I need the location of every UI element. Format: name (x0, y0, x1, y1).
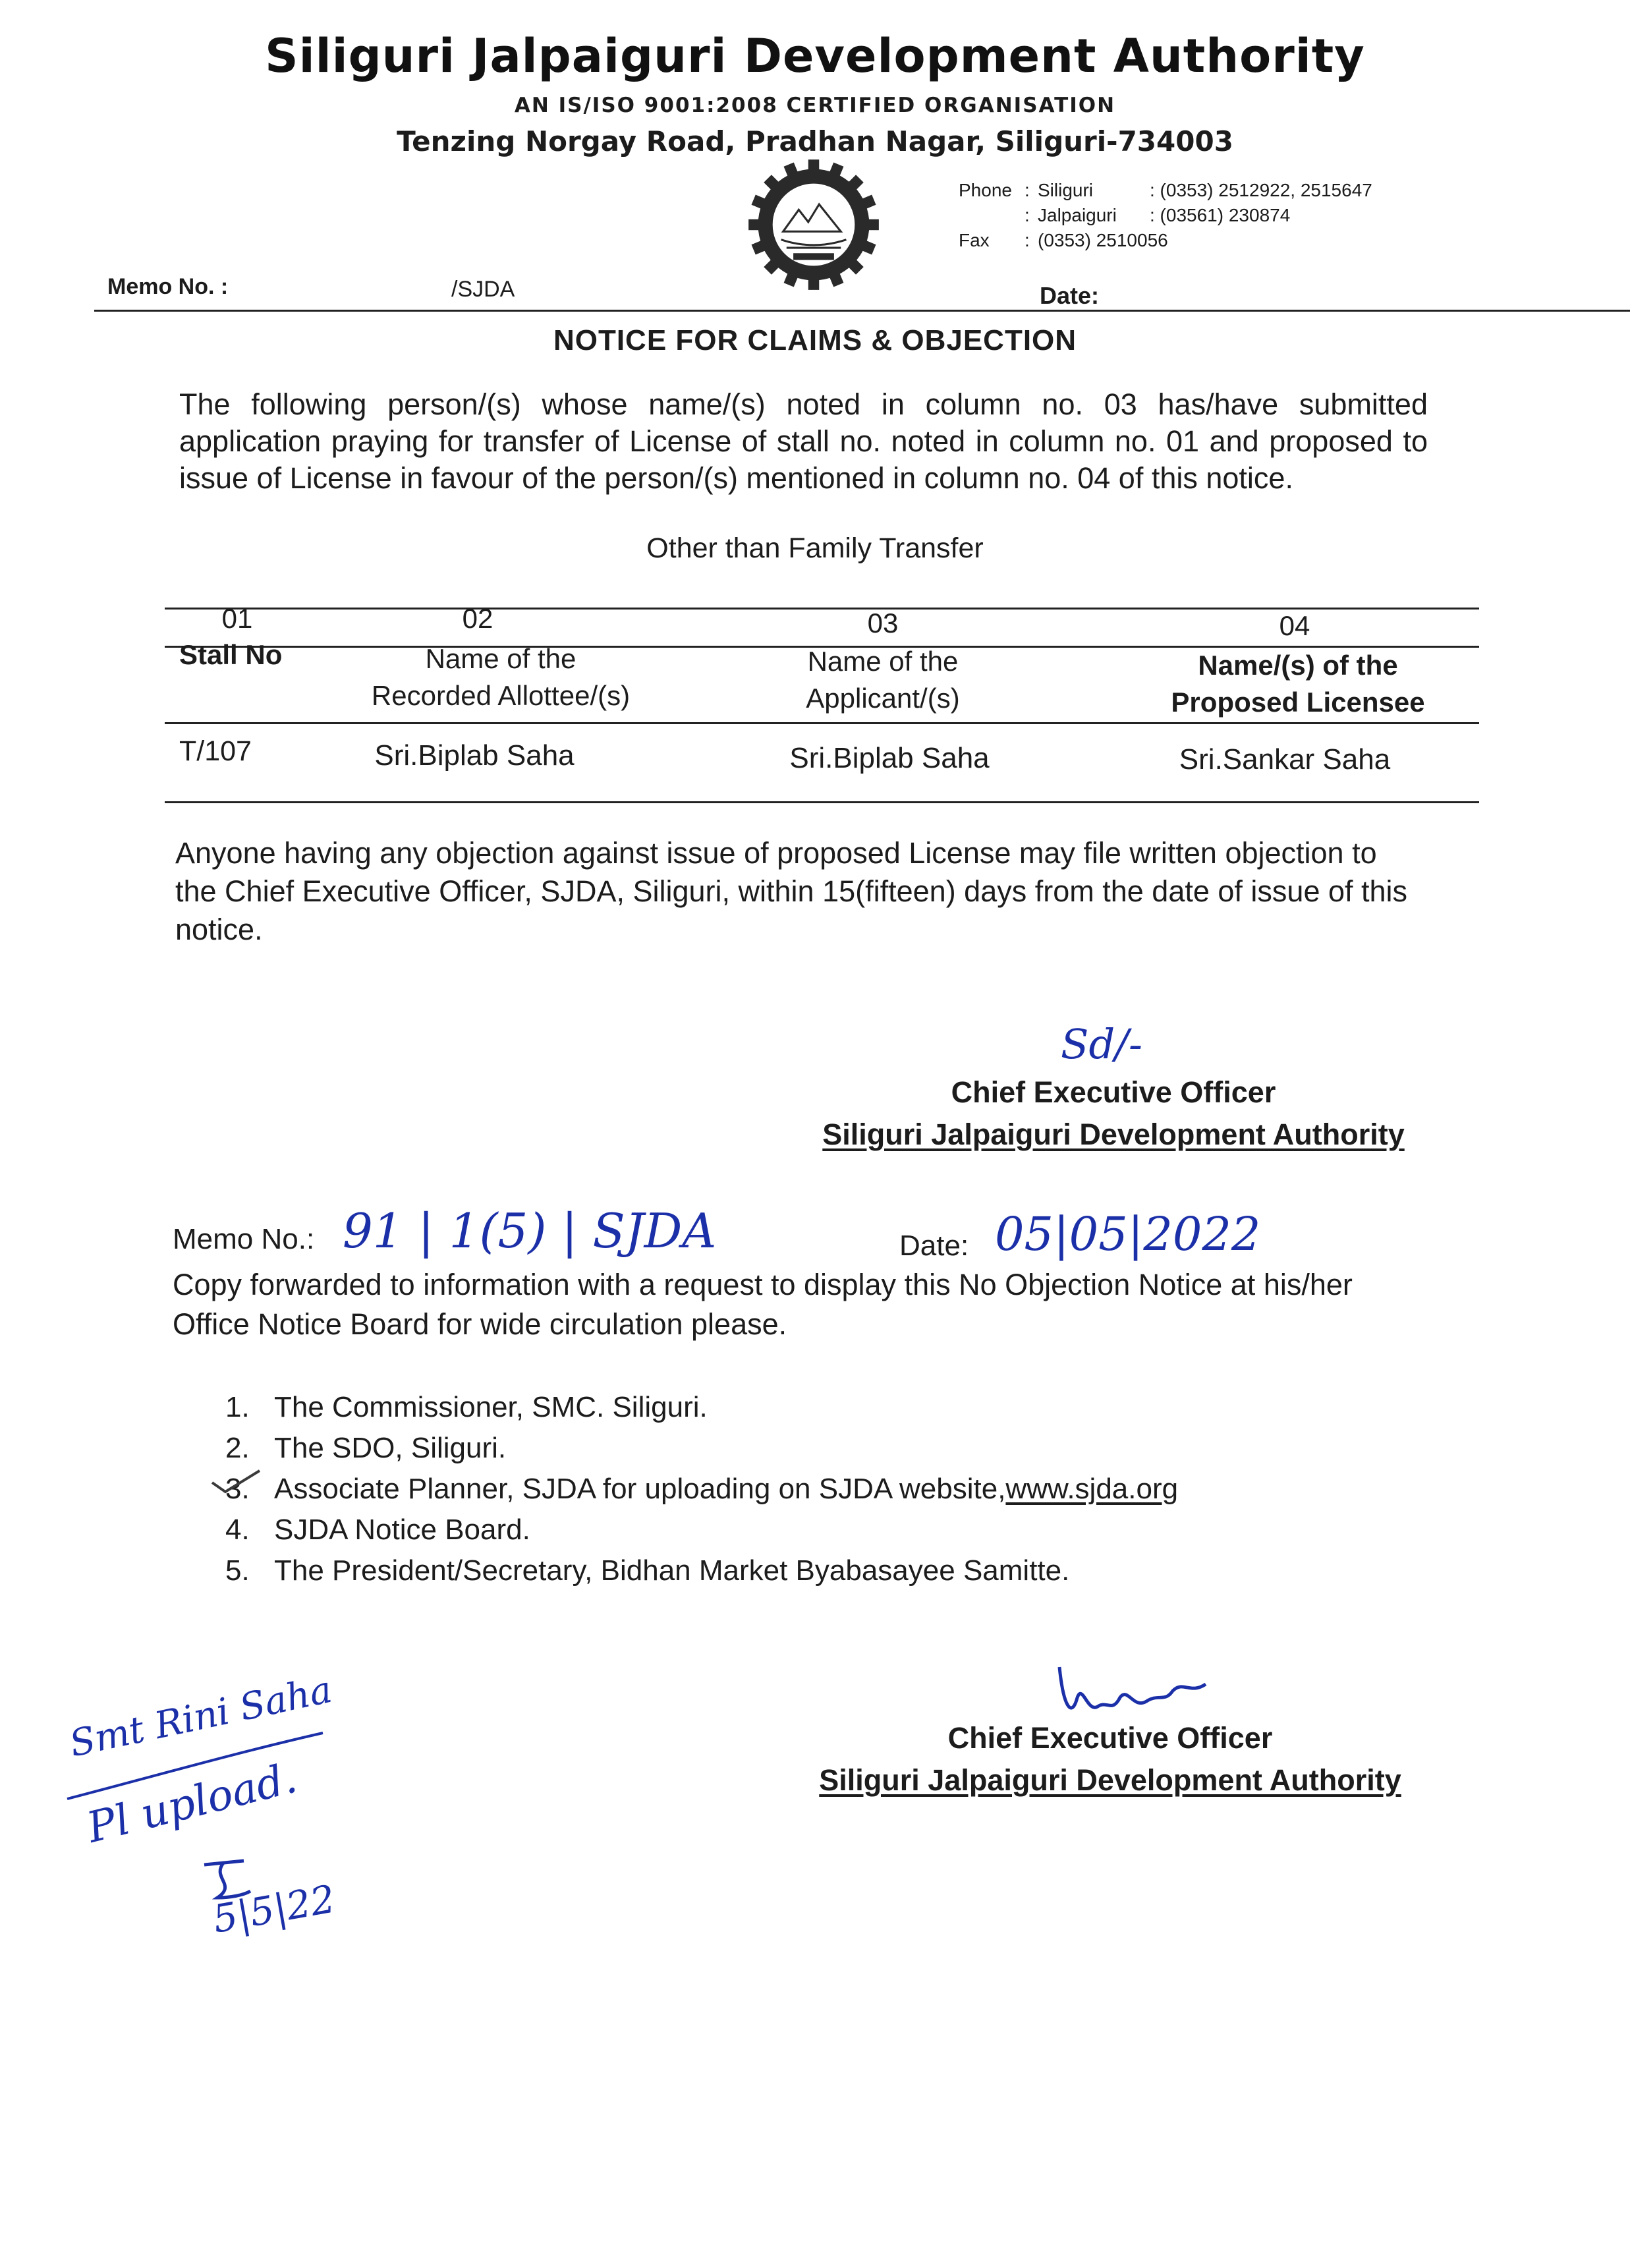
handwritten-note-date: 5|5|22 (210, 1876, 339, 1942)
sjda-emblem-icon (746, 157, 882, 293)
table-rule-bottom (165, 801, 1479, 803)
signature-mark-1: Sd/- (1061, 1020, 1142, 1068)
list-item: 3. Associate Planner, SJDA for uploading on SJDA website, www.sjda.org (225, 1469, 1178, 1510)
notice-intro-paragraph: The following person/(s) whose name/(s) noted in column no. 03 has/have submitted application praying for transfer of License of stall no. noted in column no. 01 and proposed to issue of License in favour of the person/(s) mentioned in column no. 04 of this notice. (179, 387, 1428, 495)
contact-row-phone-jalpaiguri: : Jalpaiguri : (03561) 230874 (1025, 205, 1291, 225)
cell-applicant: Sri.Biplab Saha (789, 742, 990, 774)
col-header-proposed-licensee: Name/(s) of the Proposed Licensee (1171, 650, 1425, 718)
cell-stall-no: T/107 (179, 735, 252, 767)
handwritten-note-instruction: Pl upload. (82, 1753, 302, 1853)
forward-date-label: Date: (899, 1230, 969, 1262)
col-number-03: 03 (867, 608, 899, 638)
col-number-04: 04 (1279, 610, 1310, 641)
col-number-01: 01 (221, 603, 253, 634)
list-item: 4. SJDA Notice Board. (225, 1514, 530, 1546)
list-item: 2. The SDO, Siliguri. (225, 1432, 507, 1464)
header-divider (94, 310, 1630, 312)
notice-title: NOTICE FOR CLAIMS & OBJECTION (553, 324, 1077, 356)
table-rule-top (165, 608, 1479, 610)
recipient-list (225, 1387, 1178, 1591)
list-item: 1. The Commissioner, SMC. Siliguri. (225, 1391, 708, 1423)
notice-subtitle: Other than Family Transfer (646, 532, 984, 564)
memo-suffix: /SJDA (451, 277, 515, 302)
memo-date-label: Date: (1040, 282, 1100, 309)
sjda-website-link[interactable]: www.sjda.org (1005, 1473, 1179, 1505)
memo-no-label: Memo No. : (107, 274, 229, 299)
signature-1-designation: Chief Executive Officer (951, 1075, 1276, 1109)
objection-paragraph: Anyone having any objection against issue of proposed License may file written objection to the Chief Executive Officer, SJDA, Siliguri, within 15(fifteen) days from the date of issue of this notice. (175, 836, 1408, 946)
contact-row-fax: Fax : (0353) 2510056 (959, 230, 1168, 250)
list-item: 5. The President/Secretary, Bidhan Market Byabasayee Samitte. (225, 1554, 1070, 1587)
forward-memo-label: Memo No.: (173, 1223, 315, 1255)
col-number-02: 02 (462, 603, 493, 634)
signature-1-organization: Siliguri Jalpaiguri Development Authority (822, 1118, 1405, 1151)
table-rule-body (165, 722, 1479, 724)
signature-block-2 (774, 1717, 1446, 1801)
forward-memo-number: 91 | 1(5) | SJDA (343, 1203, 717, 1259)
cell-proposed-licensee: Sri.Sankar Saha (1179, 743, 1391, 776)
signature-2-organization: Siliguri Jalpaiguri Development Authority (819, 1763, 1401, 1797)
signature-block-1 (777, 1071, 1449, 1156)
forward-paragraph: Copy forwarded to information with a request to display this No Objection Notice at his/her Office Notice Board for wide circulation please. (173, 1268, 1353, 1341)
address-line: Tenzing Norgay Road, Pradhan Nagar, Siliguri-734003 (397, 125, 1233, 157)
signature-scribble-2-icon (1054, 1654, 1219, 1726)
forward-date: 05|05|2022 (995, 1207, 1261, 1261)
certification-line: AN IS/ISO 9001:2008 CERTIFIED ORGANISATION (514, 94, 1116, 117)
col-header-stall-no: Stall No (179, 639, 283, 670)
contact-block (959, 178, 1372, 253)
organization-title: Siliguri Jalpaiguri Development Authority (265, 29, 1365, 83)
col-header-recorded-allottee: Name of the Recorded Allottee/(s) (371, 643, 631, 711)
col-header-applicant: Name of the Applicant/(s) (806, 646, 960, 714)
handwritten-note-recipient: Smt Rini Saha (66, 1668, 336, 1766)
contact-row-phone-siliguri: Phone : Siliguri : (0353) 2512922, 2515647 (959, 180, 1372, 200)
signature-2-designation: Chief Executive Officer (947, 1721, 1273, 1755)
cell-recorded-allottee: Sri.Biplab Saha (374, 739, 575, 772)
tick-mark-icon (210, 1468, 262, 1494)
